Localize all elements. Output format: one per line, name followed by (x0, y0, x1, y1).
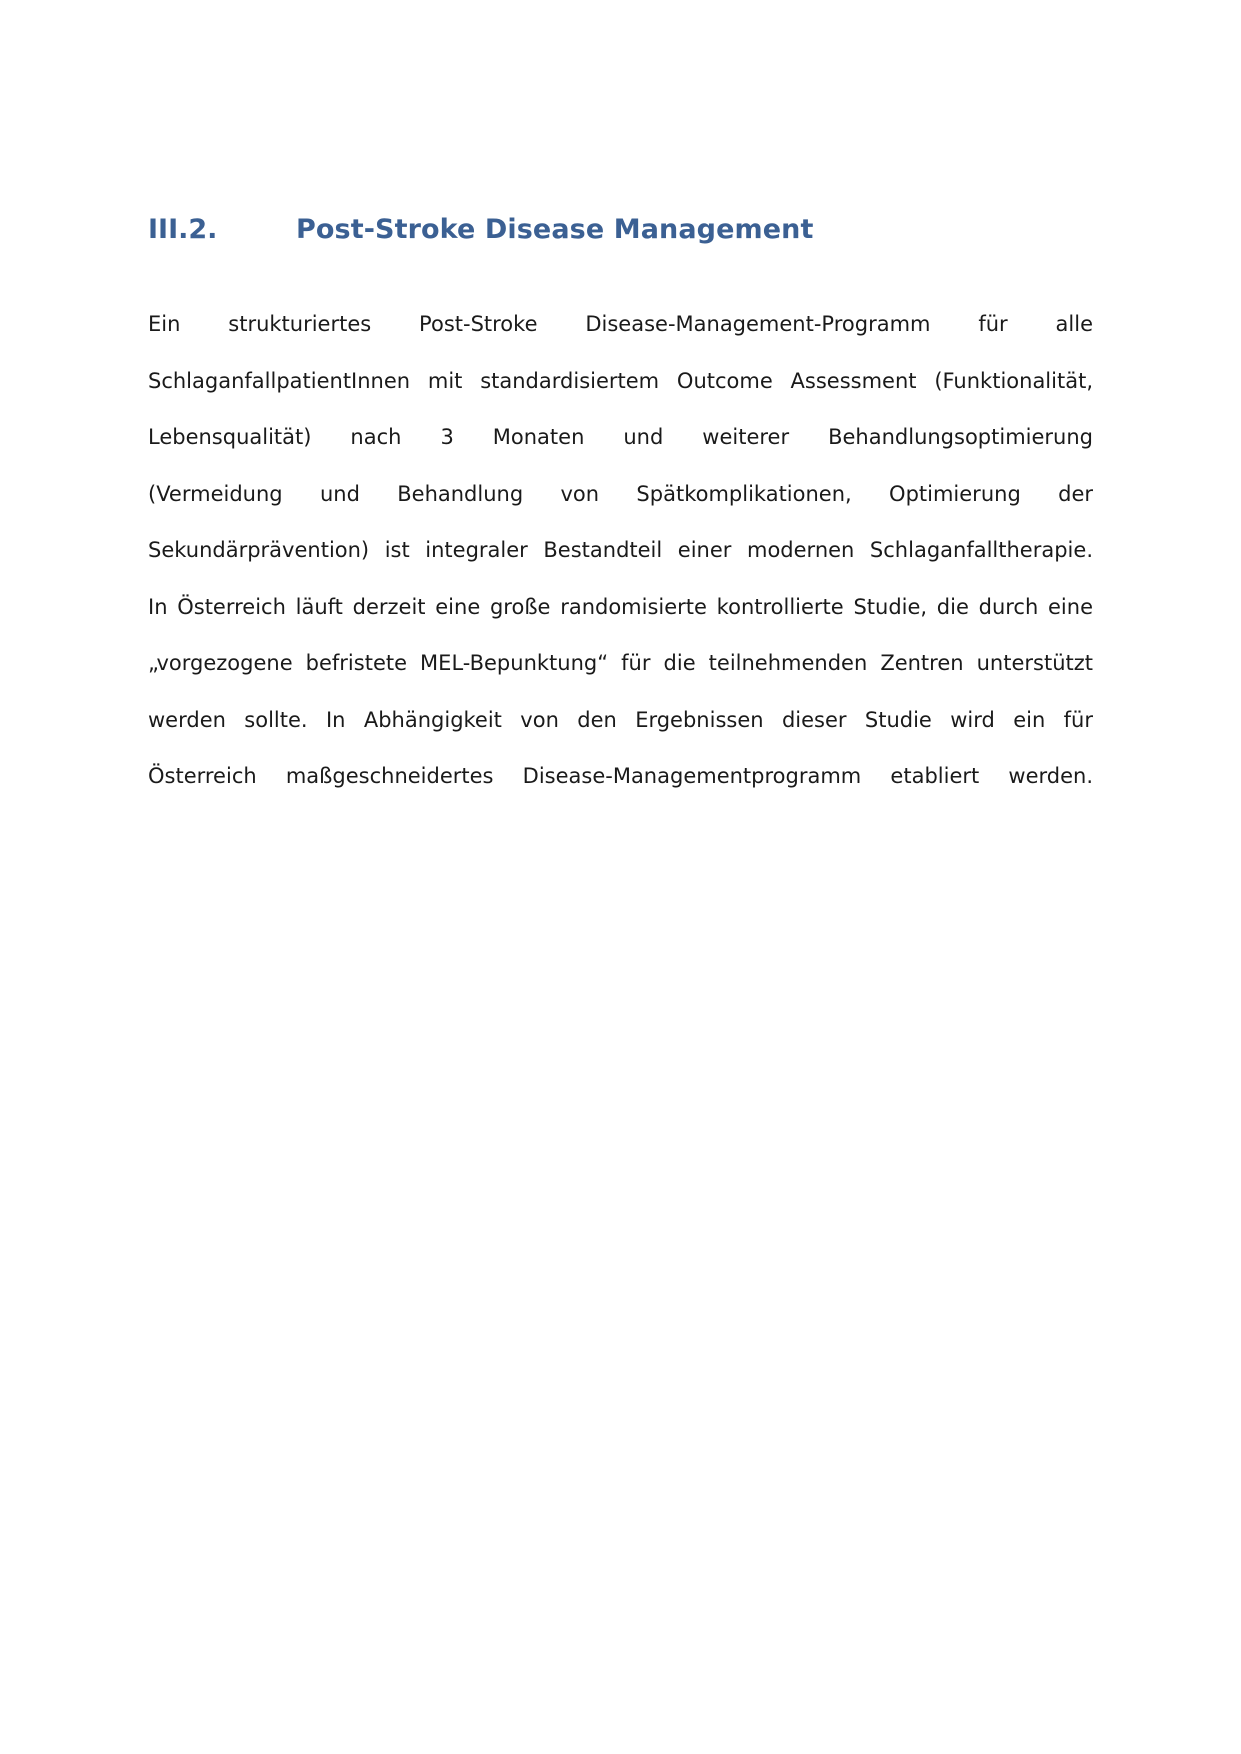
paragraph-line: Ein strukturiertes Post-Stroke Disease-Management-Programm für alle (148, 312, 1093, 336)
paragraph-line: „vorgezogene befristete MEL-Bepunktung“ für die teilnehmenden Zentren unterstützt (148, 651, 1093, 675)
body-paragraph (148, 296, 1093, 805)
paragraph-line: Sekundärprävention) ist integraler Bestandteil einer modernen Schlaganfalltherapie. (148, 538, 1093, 562)
paragraph-line: werden sollte. In Abhängigkeit von den Ergebnissen dieser Studie wird ein für (148, 707, 1093, 732)
section-number: III.2. (148, 214, 218, 245)
section-title: Post-Stroke Disease Management (296, 214, 814, 245)
paragraph-line: (Vermeidung und Behandlung von Spätkomplikationen, Optimierung der (148, 481, 1093, 506)
section-heading (148, 210, 1098, 250)
paragraph-line: Österreich maßgeschneidertes Disease-Managementprogramm etabliert werden. (148, 764, 1093, 788)
paragraph-line: In Österreich läuft derzeit eine große randomisierte kontrollierte Studie, die durch eine (148, 594, 1093, 619)
paragraph-line: Lebensqualität) nach 3 Monaten und weiterer Behandlungsoptimierung (148, 425, 1093, 449)
paragraph-line: SchlaganfallpatientInnen mit standardisiertem Outcome Assessment (Funktionalität, (148, 368, 1093, 393)
